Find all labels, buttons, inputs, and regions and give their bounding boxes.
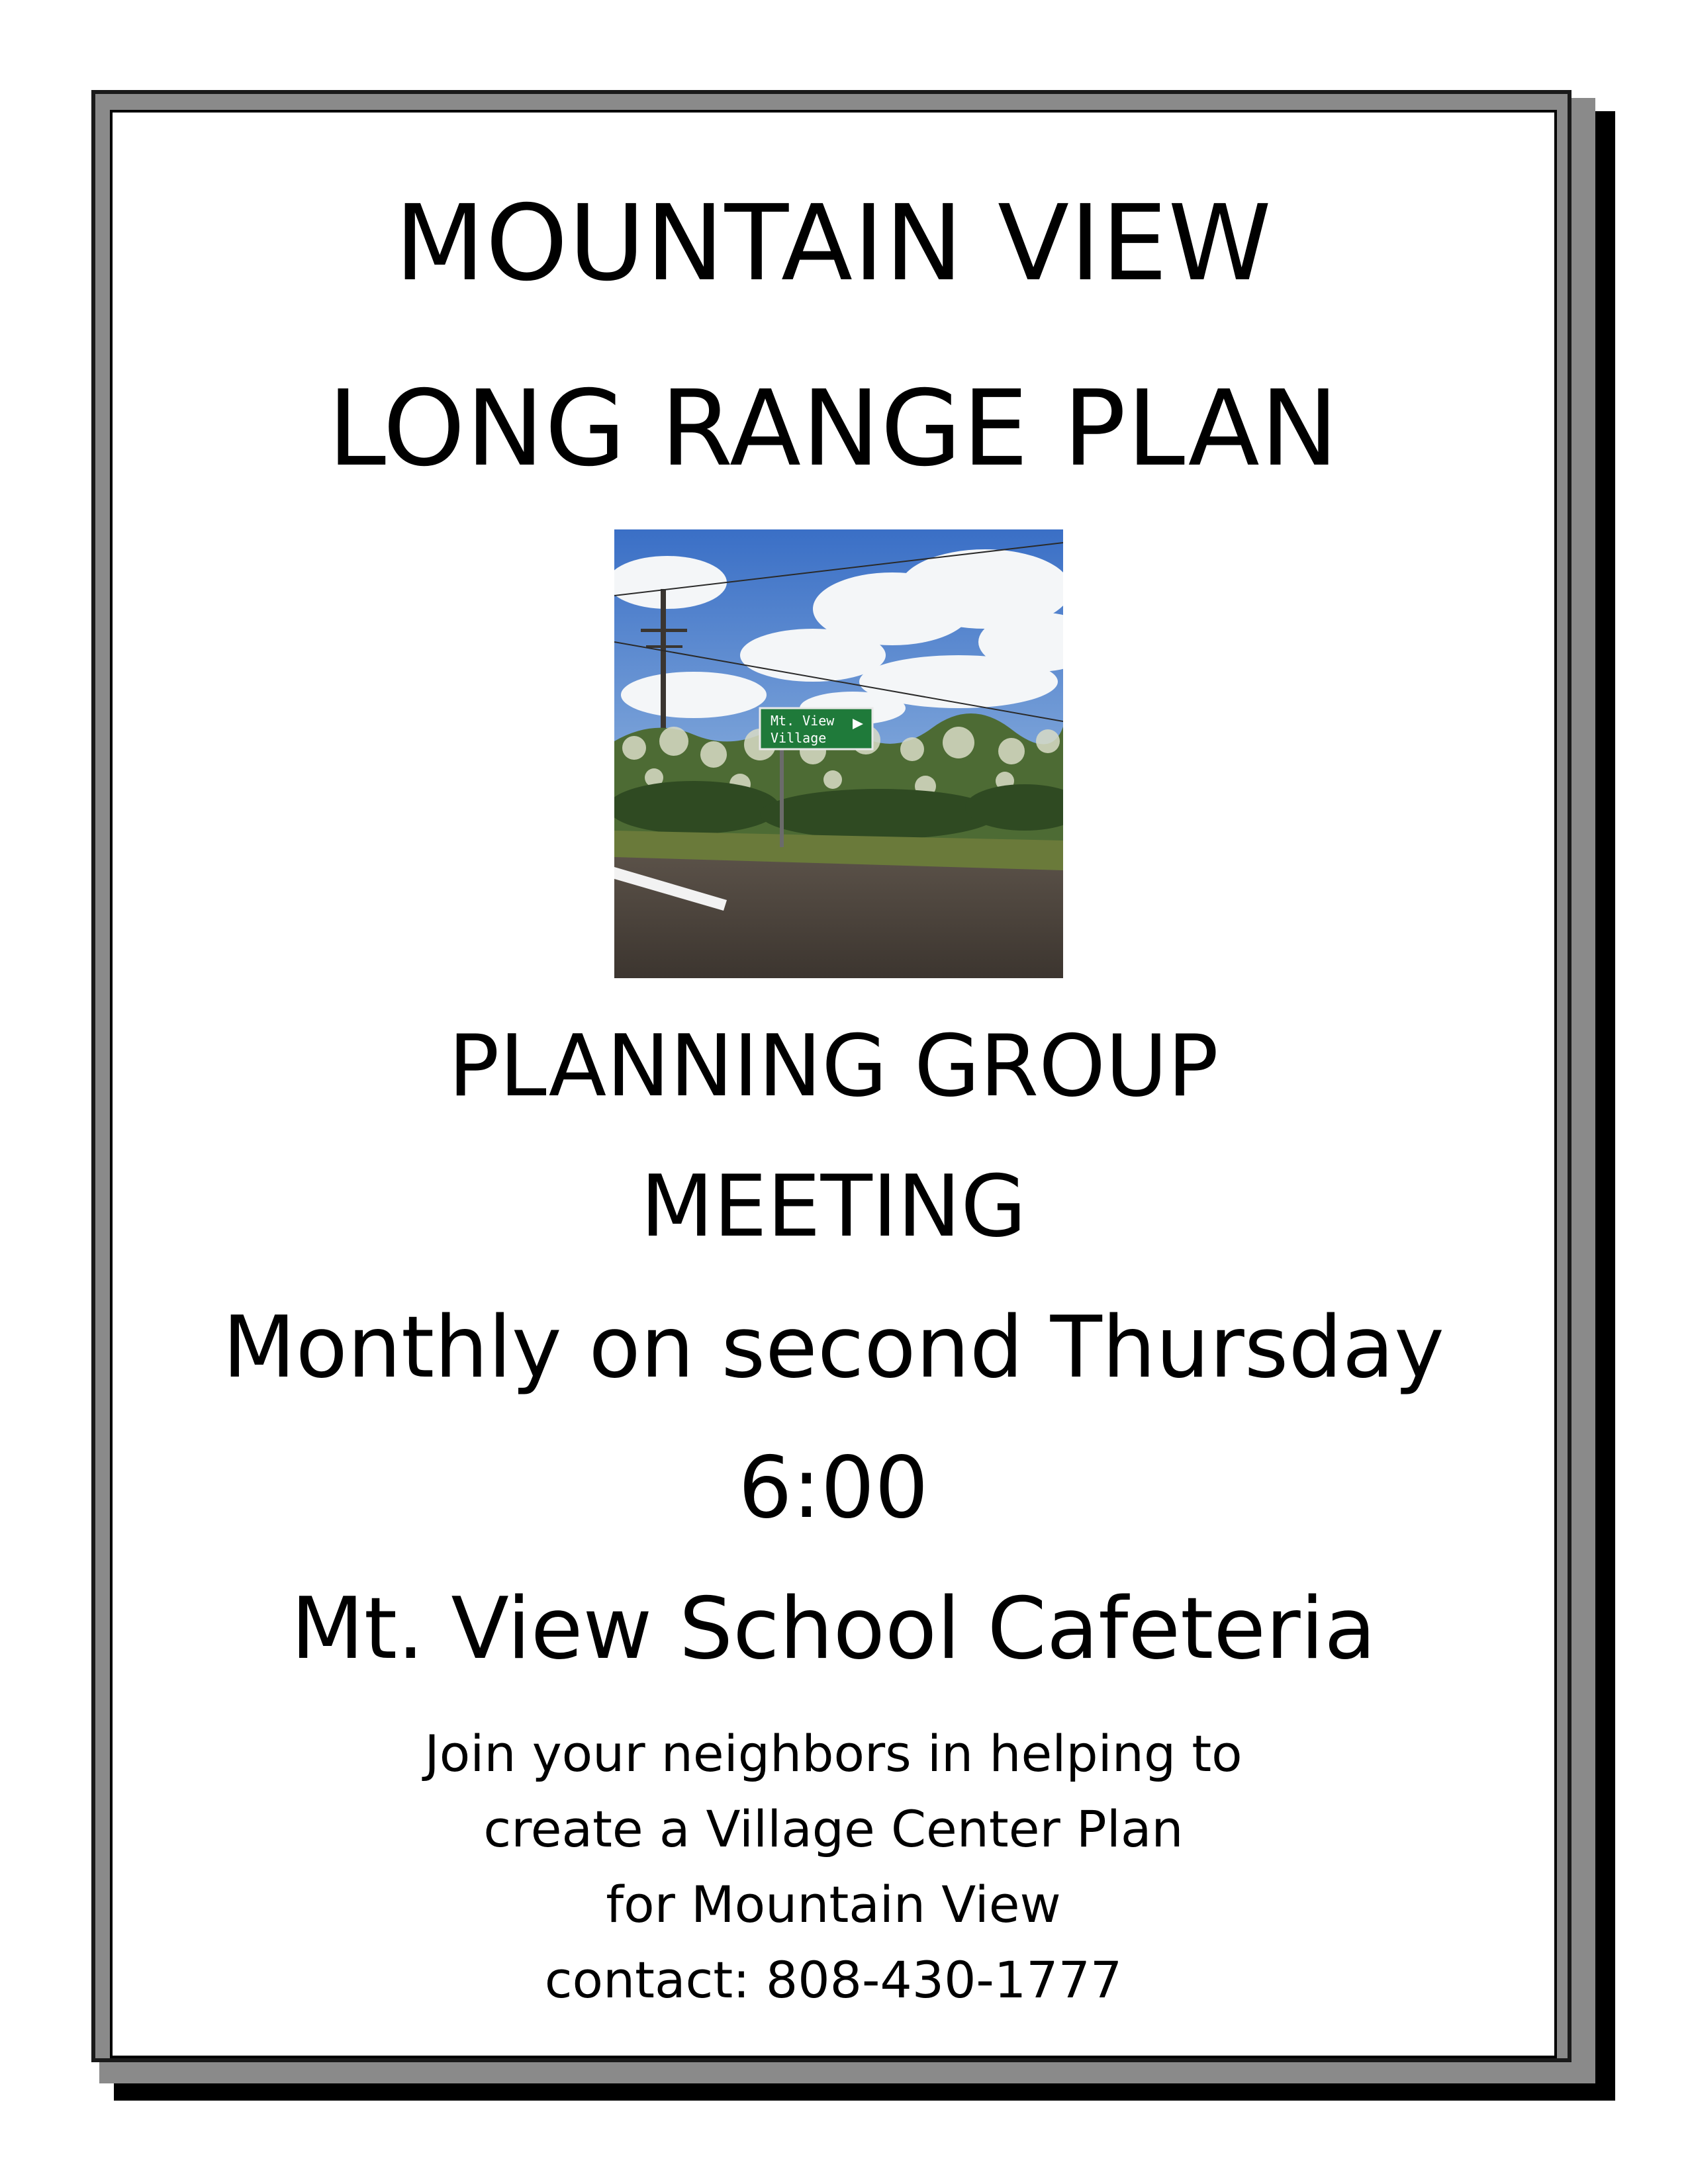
road-sign-photo [614, 529, 1063, 978]
meeting-line-2: MEETING [640, 1158, 1027, 1256]
sign-line-2: Village [771, 730, 827, 746]
invite-line-2: create a Village Center Plan [483, 1799, 1184, 1858]
title-line-2: LONG RANGE PLAN [328, 368, 1339, 490]
title-line-1: MOUNTAIN VIEW [395, 183, 1272, 304]
invite-line-3: for Mountain View [606, 1875, 1061, 1934]
meeting-location: Mt. View School Cafeteria [291, 1580, 1376, 1678]
meeting-time: 6:00 [738, 1439, 929, 1537]
meeting-line-1: PLANNING GROUP [448, 1017, 1219, 1116]
sign-line-1: Mt. View [771, 713, 835, 729]
meeting-schedule: Monthly on second Thursday [222, 1298, 1444, 1397]
contact-phone: contact: 808-430-1777 [544, 1950, 1123, 2009]
invite-line-1: Join your neighbors in helping to [424, 1724, 1243, 1783]
